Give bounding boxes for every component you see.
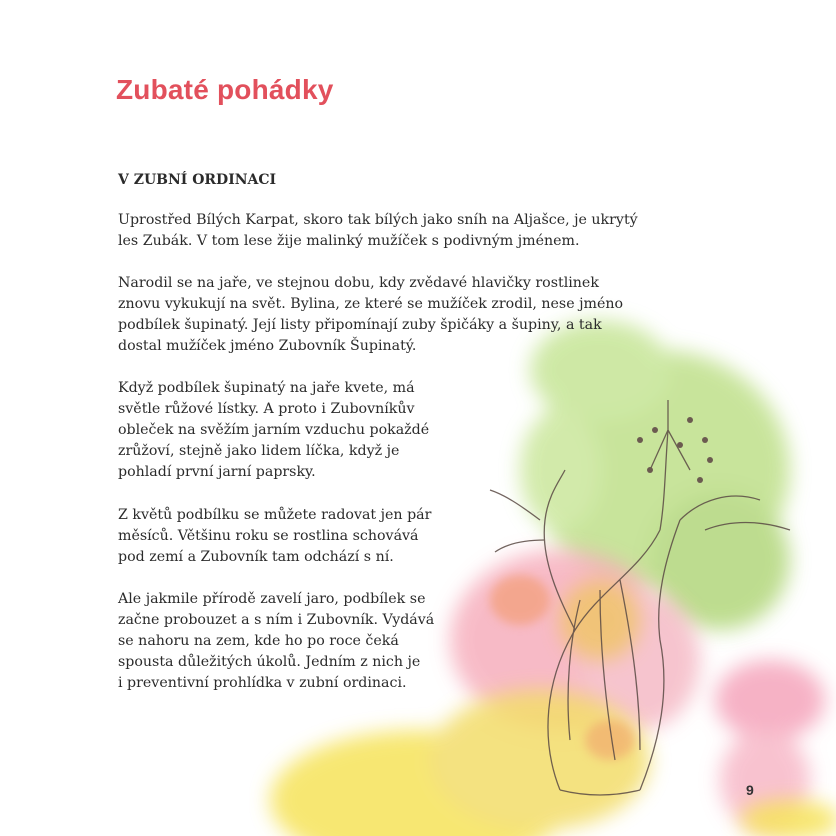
page-number: 9 bbox=[746, 782, 754, 798]
text-line: Když podbílek šupinatý na jaře kvete, má bbox=[118, 380, 415, 396]
text-line: i preventivní prohlídka v zubní ordinaci. bbox=[118, 675, 407, 691]
text-line: Ale jakmile přírodě zavelí jaro, podbílek se bbox=[118, 591, 426, 607]
text-line: pod zemí a Zubovník tam odchází s ní. bbox=[118, 549, 394, 565]
text-line: Uprostřed Bílých Karpat, skoro tak bílých jako sníh na Aljašce, je ukrytý bbox=[118, 212, 638, 228]
section-heading: V ZUBNÍ ORDINACI bbox=[118, 172, 277, 188]
text-line: les Zubák. V tom lese žije malinký mužíček s podivným jménem. bbox=[118, 233, 580, 249]
text-line: pohladí první jarní paprsky. bbox=[118, 464, 316, 480]
text-line: se nahoru na zem, kde ho po roce čeká bbox=[118, 633, 399, 649]
page-title: Zubaté pohádky bbox=[116, 74, 334, 105]
paragraph-2 bbox=[118, 273, 623, 357]
text-line: podbílek šupinatý. Její listy připomínají zuby špičáky a šupiny, a tak bbox=[118, 317, 602, 333]
text-line: světle růžové lístky. A proto i Zubovníkův bbox=[118, 401, 415, 417]
text-line: znovu vykukují na svět. Bylina, ze které se mužíček zrodil, nese jméno bbox=[118, 296, 624, 312]
paragraph-3 bbox=[118, 378, 429, 483]
paragraph-4 bbox=[118, 505, 431, 568]
text-line: zrůžoví, stejně jako lidem líčka, když je bbox=[118, 443, 400, 459]
text-line: obleček na svěžím jarním vzduchu pokaždé bbox=[118, 422, 430, 438]
text-line: Narodil se na jaře, ve stejnou dobu, kdy zvědavé hlavičky rostlinek bbox=[118, 275, 599, 291]
text-line: spousta důležitých úkolů. Jedním z nich je bbox=[118, 654, 421, 670]
text-line: dostal mužíček jméno Zubovník Šupinatý. bbox=[118, 338, 417, 354]
paragraph-5 bbox=[118, 589, 434, 694]
text-line: měsíců. Většinu roku se rostlina schovává bbox=[118, 528, 419, 544]
text-line: začne probouzet a s ním i Zubovník. Vydává bbox=[118, 612, 435, 628]
paragraph-1 bbox=[118, 210, 638, 252]
text-line: Z květů podbílku se můžete radovat jen pár bbox=[118, 507, 432, 523]
